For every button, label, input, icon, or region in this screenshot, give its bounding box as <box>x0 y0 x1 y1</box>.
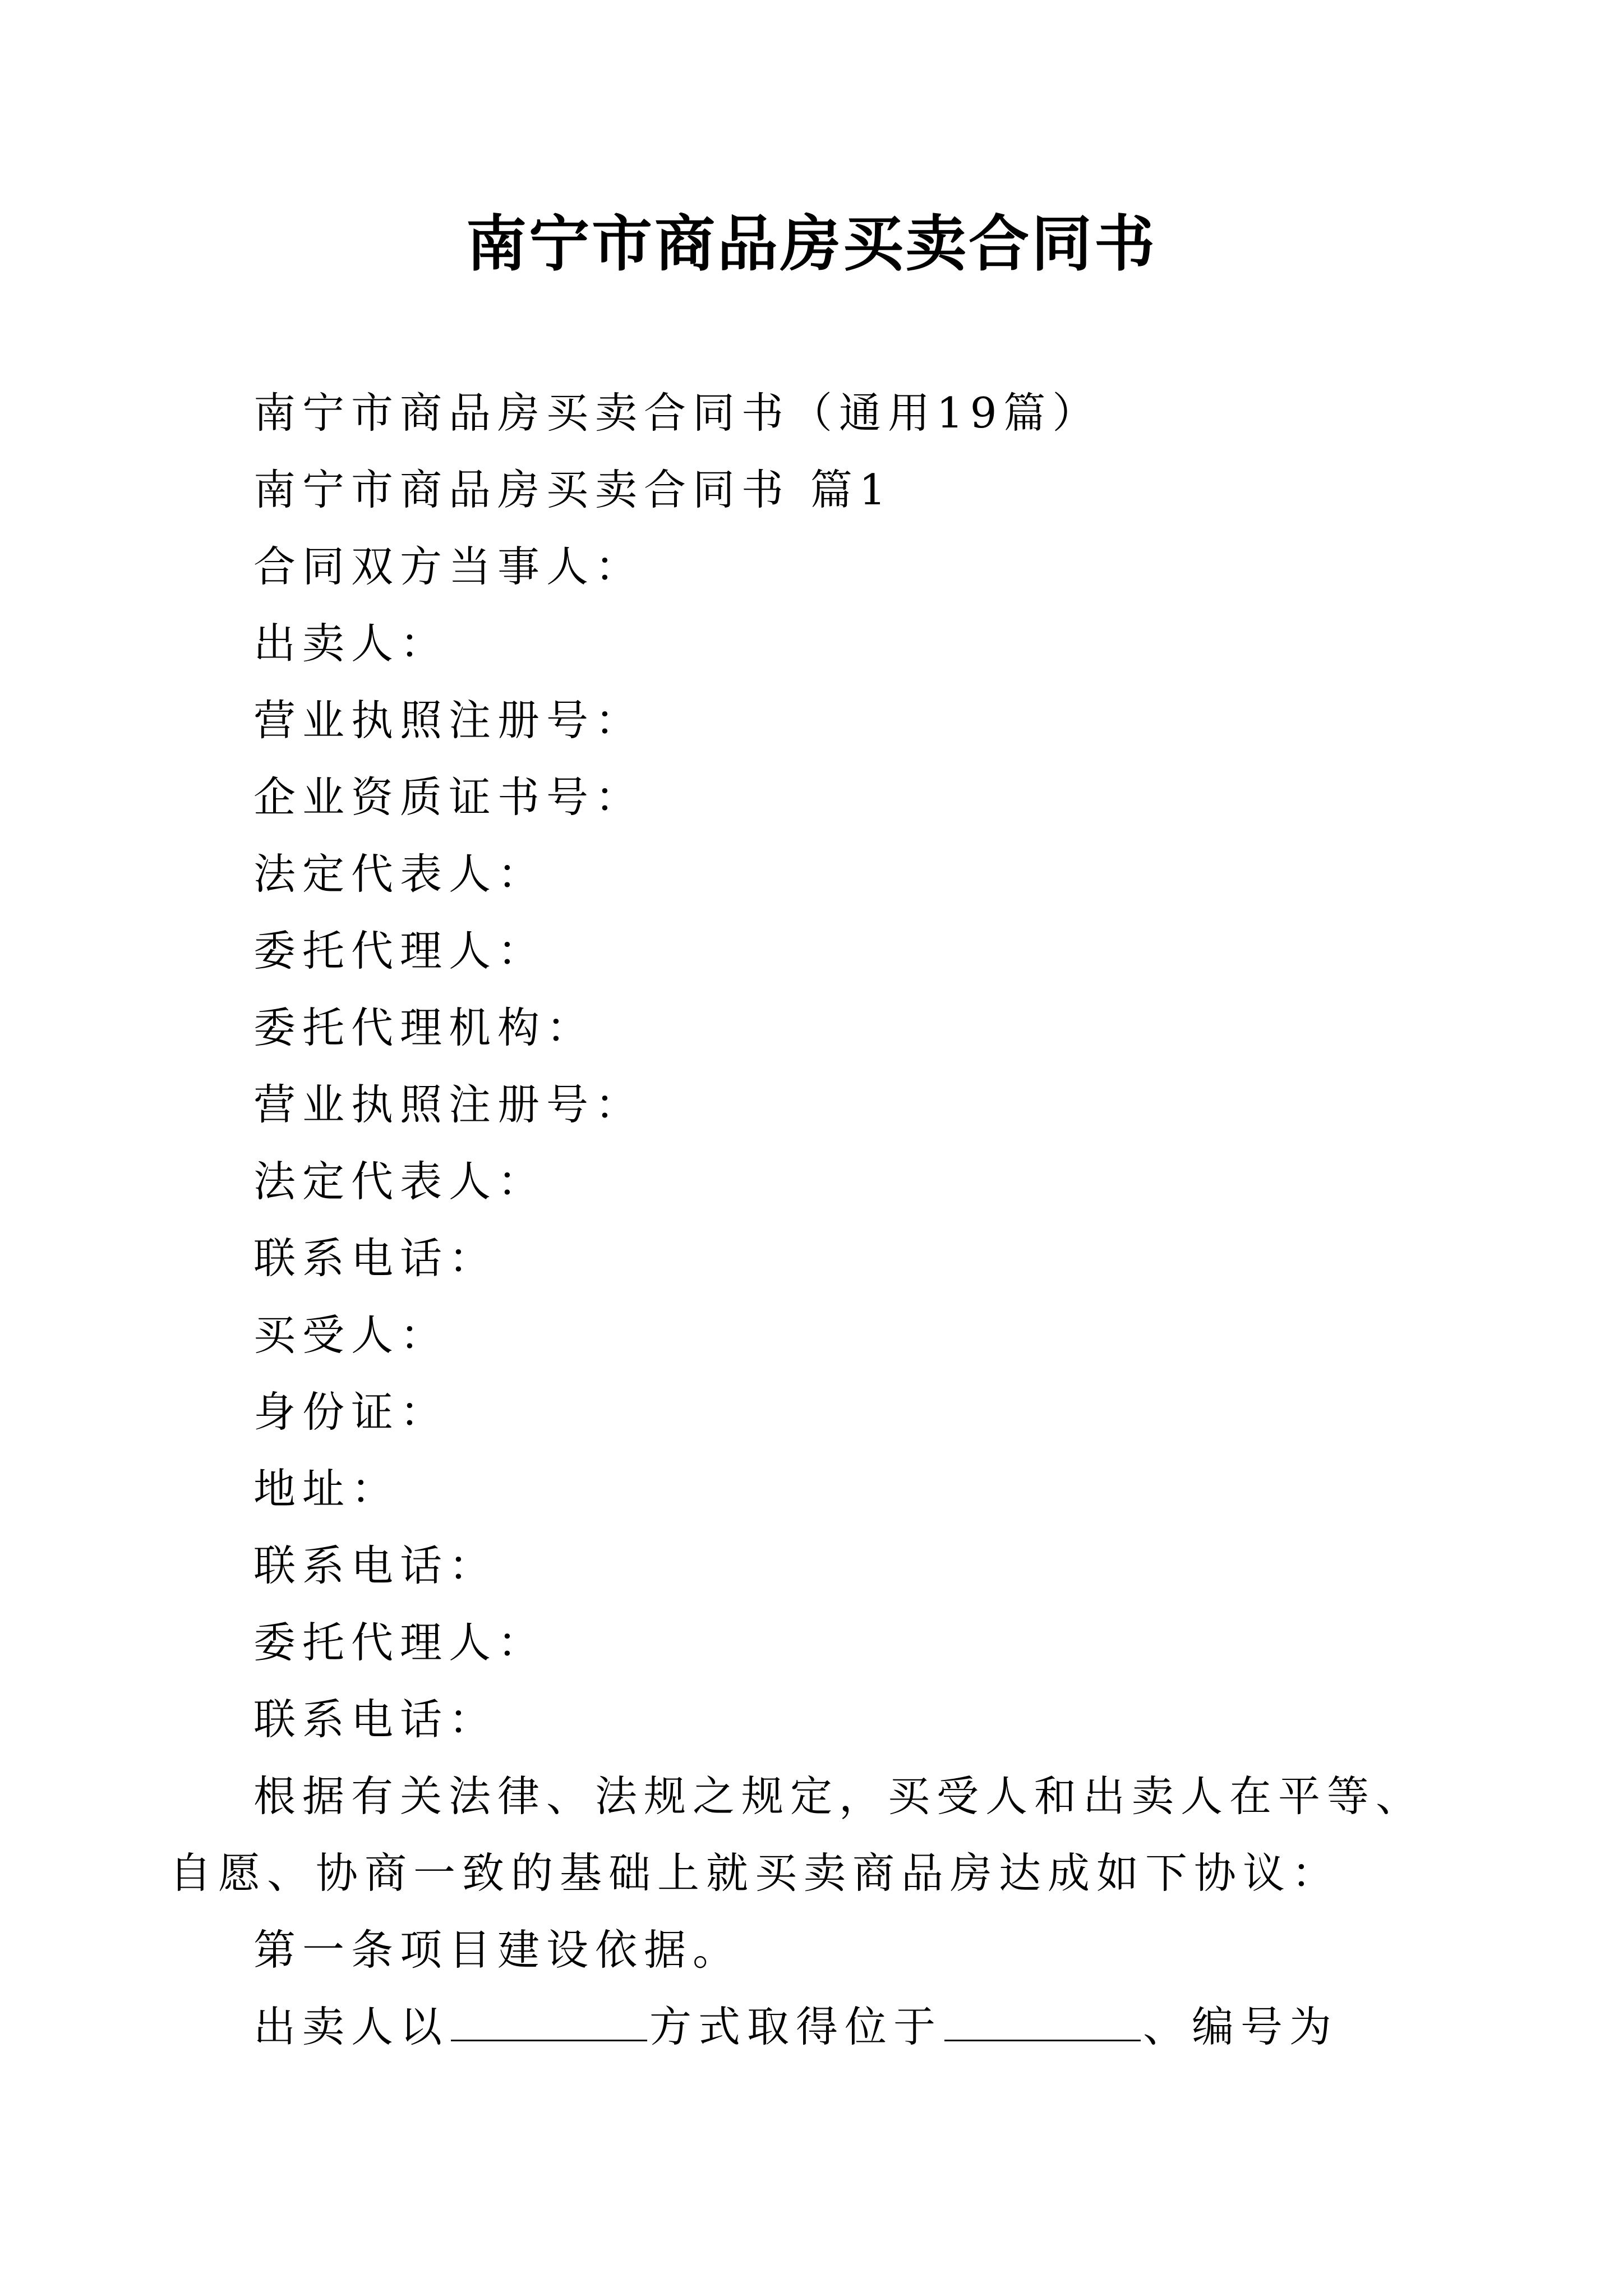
paragraph-line: 根据有关法律、法规之规定，买受人和出卖人在平等、 <box>253 1772 1425 1821</box>
text-line: 企业资质证书号： <box>253 772 644 822</box>
text-line: 委托代理人： <box>253 926 547 976</box>
blank-underline[interactable] <box>451 2005 647 2041</box>
text-line: 营业执照注册号： <box>253 696 644 745</box>
fill-in-text: 方式取得位于 <box>649 2002 943 2051</box>
paragraph-line: 自愿、协商一致的基础上就买卖商品房达成如下协议： <box>169 1848 1341 1898</box>
text-line: 南宁市商品房买卖合同书（通用19篇） <box>253 388 1101 438</box>
text-line: 委托代理人： <box>253 1618 547 1667</box>
text-line: 法定代表人： <box>253 849 547 899</box>
text-line: 出卖人： <box>253 619 449 668</box>
fill-in-text: 出卖人以 <box>253 2002 449 2051</box>
text-line: 联系电话： <box>253 1234 498 1283</box>
text-line: 南宁市商品房买卖合同书 篇1 <box>253 465 893 514</box>
document-body <box>169 375 1431 2065</box>
text-line: 身份证： <box>253 1387 449 1437</box>
text-line: 联系电话： <box>253 1695 498 1744</box>
text-line: 地址： <box>253 1464 400 1513</box>
text-line: 法定代表人： <box>253 1157 547 1206</box>
text-line: 合同双方当事人： <box>253 542 644 591</box>
text-line: 营业执照注册号： <box>253 1080 644 1129</box>
article-heading: 第一条项目建设依据。 <box>253 1925 742 1975</box>
blank-underline[interactable] <box>944 2005 1141 2041</box>
text-line: 买受人： <box>253 1310 449 1360</box>
document-title: 南宁市商品房买卖合同书 <box>465 209 1157 279</box>
text-line: 联系电话： <box>253 1541 498 1590</box>
fill-in-line <box>253 1989 1431 2065</box>
text-line: 委托代理机构： <box>253 1003 596 1052</box>
fill-in-text: 、编号为 <box>1143 2002 1339 2051</box>
